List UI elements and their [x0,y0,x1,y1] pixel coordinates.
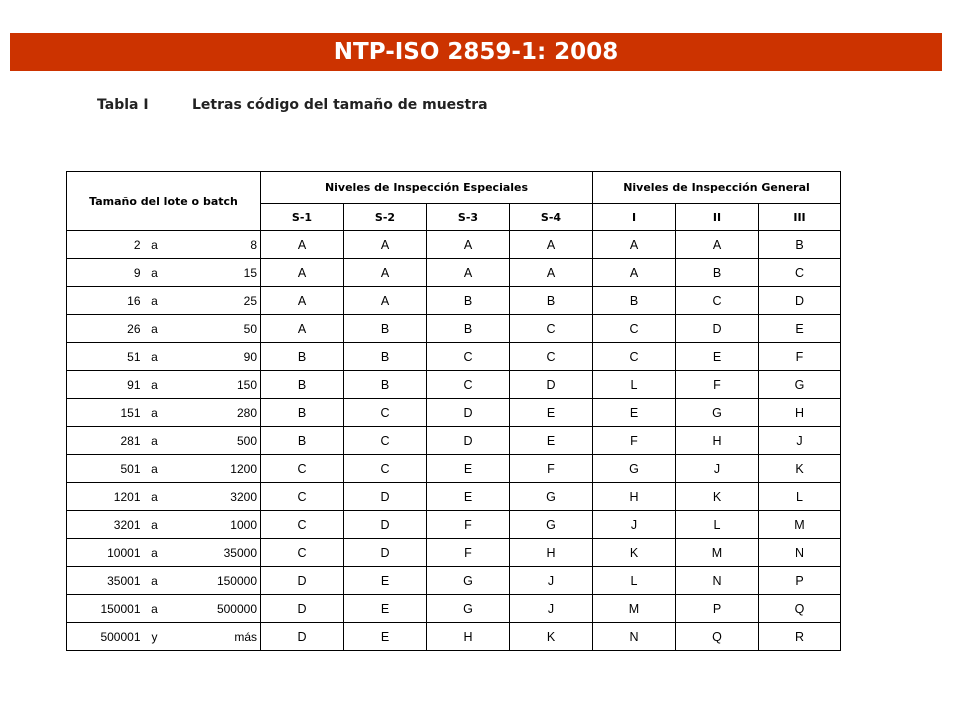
level-header-i: I [593,204,676,231]
lot-to: 1000 [166,511,261,539]
code-letter: M [759,511,841,539]
lot-from: 35001 [67,567,144,595]
table-row [67,455,841,483]
code-letter: A [510,231,593,259]
lot-to: 25 [166,287,261,315]
table-row [67,399,841,427]
lot-to: 35000 [166,539,261,567]
code-letter: C [344,399,427,427]
code-letter: Q [676,623,759,651]
code-letter: C [261,455,344,483]
code-letter: E [344,567,427,595]
lot-separator: a [144,567,166,595]
code-letter: C [759,259,841,287]
code-letter: N [593,623,676,651]
code-letter: D [261,567,344,595]
lot-to: 280 [166,399,261,427]
lot-separator: a [144,483,166,511]
code-letter: J [510,595,593,623]
lot-to: 500 [166,427,261,455]
table-body [67,231,841,651]
code-letter: D [261,595,344,623]
code-letter: B [261,343,344,371]
level-header-s-3: S-3 [427,204,510,231]
lot-separator: a [144,343,166,371]
lot-to: 8 [166,231,261,259]
code-letter: F [427,511,510,539]
code-letter: K [593,539,676,567]
code-letter: D [344,511,427,539]
code-letter: C [344,455,427,483]
code-letter: E [510,399,593,427]
code-letter: L [593,567,676,595]
code-letter: F [759,343,841,371]
code-letter: A [344,259,427,287]
lot-from: 2 [67,231,144,259]
lot-from: 51 [67,343,144,371]
table-row [67,427,841,455]
code-letter: J [593,511,676,539]
code-letter: E [593,399,676,427]
table-row [67,483,841,511]
special-levels-header: Niveles de Inspección Especiales [261,172,593,204]
lot-size-header: Tamaño del lote o batch [67,172,261,231]
code-letter: B [759,231,841,259]
lot-separator: a [144,231,166,259]
code-letter: J [510,567,593,595]
code-letter: C [510,343,593,371]
code-letter: D [759,287,841,315]
lot-from: 91 [67,371,144,399]
code-letter: E [344,623,427,651]
table-row [67,595,841,623]
code-letter: A [427,231,510,259]
code-letter: F [676,371,759,399]
lot-from: 26 [67,315,144,343]
code-letter: J [676,455,759,483]
code-letter: C [261,539,344,567]
table-row [67,231,841,259]
code-letter: E [510,427,593,455]
code-letter: A [344,231,427,259]
code-letter: H [593,483,676,511]
code-letter: Q [759,595,841,623]
code-letter: A [261,231,344,259]
table-row [67,287,841,315]
lot-separator: a [144,259,166,287]
code-letter: C [676,287,759,315]
code-letter: E [427,455,510,483]
lot-to: 1200 [166,455,261,483]
table-row [67,567,841,595]
code-letter: N [676,567,759,595]
code-letter: K [759,455,841,483]
page-title: NTP-ISO 2859-1: 2008 [10,33,942,71]
lot-separator: a [144,399,166,427]
code-letter: A [261,259,344,287]
lot-from: 16 [67,287,144,315]
lot-separator: a [144,371,166,399]
code-letter: H [427,623,510,651]
code-letter: G [510,511,593,539]
code-letter: P [759,567,841,595]
level-header-iii: III [759,204,841,231]
code-letter: C [510,315,593,343]
lot-to: 50 [166,315,261,343]
code-letter: D [261,623,344,651]
lot-separator: a [144,539,166,567]
table-row [67,511,841,539]
lot-to: 150 [166,371,261,399]
code-letter: D [344,483,427,511]
lot-from: 151 [67,399,144,427]
code-letter: B [676,259,759,287]
lot-to: 500000 [166,595,261,623]
code-letter: M [593,595,676,623]
code-letter: A [593,231,676,259]
table-row [67,343,841,371]
code-letter: B [593,287,676,315]
code-letter: G [676,399,759,427]
code-letter: A [676,231,759,259]
code-letter: C [593,343,676,371]
general-levels-header: Niveles de Inspección General [593,172,841,204]
code-letter: A [261,287,344,315]
lot-separator: a [144,455,166,483]
code-letter: B [344,343,427,371]
code-letter: K [676,483,759,511]
level-header-s-2: S-2 [344,204,427,231]
code-letter: H [676,427,759,455]
code-letter: A [261,315,344,343]
lot-to: 90 [166,343,261,371]
code-letter: B [427,315,510,343]
lot-from: 3201 [67,511,144,539]
lot-from: 9 [67,259,144,287]
lot-separator: a [144,595,166,623]
code-letter: H [510,539,593,567]
code-letter: C [427,343,510,371]
code-letter: C [344,427,427,455]
lot-from: 500001 [67,623,144,651]
code-letter: L [676,511,759,539]
code-letter: G [427,595,510,623]
code-letter: B [344,315,427,343]
code-letter: H [759,399,841,427]
code-letter: B [261,371,344,399]
table-row [67,539,841,567]
table-label: Tabla I [97,97,149,113]
lot-to: más [166,623,261,651]
code-letter: F [593,427,676,455]
code-letter: A [593,259,676,287]
level-header-s-4: S-4 [510,204,593,231]
code-letter: E [344,595,427,623]
code-letter: D [427,399,510,427]
lot-from: 10001 [67,539,144,567]
lot-separator: a [144,287,166,315]
code-letter: B [261,427,344,455]
code-letter: A [510,259,593,287]
level-header-s-1: S-1 [261,204,344,231]
code-letter: F [510,455,593,483]
code-letter: E [676,343,759,371]
code-letter: J [759,427,841,455]
code-letter: C [261,511,344,539]
code-letter: N [759,539,841,567]
code-letter: B [510,287,593,315]
sample-size-code-table [66,171,841,651]
lot-to: 15 [166,259,261,287]
lot-from: 1201 [67,483,144,511]
code-letter: C [427,371,510,399]
code-letter: A [427,259,510,287]
code-letter: C [261,483,344,511]
code-letter: D [676,315,759,343]
lot-separator: a [144,315,166,343]
lot-from: 281 [67,427,144,455]
level-header-ii: II [676,204,759,231]
code-letter: F [427,539,510,567]
code-letter: G [427,567,510,595]
code-letter: G [759,371,841,399]
code-letter: L [759,483,841,511]
code-letter: A [344,287,427,315]
code-letter: D [427,427,510,455]
code-letter: L [593,371,676,399]
code-letter: G [593,455,676,483]
code-letter: C [593,315,676,343]
code-letter: D [344,539,427,567]
lot-separator: a [144,427,166,455]
table-caption: Letras código del tamaño de muestra [192,97,488,113]
lot-to: 3200 [166,483,261,511]
code-letter: E [427,483,510,511]
table-row [67,623,841,651]
code-letter: B [344,371,427,399]
code-letter: D [510,371,593,399]
table-row [67,371,841,399]
code-letter: M [676,539,759,567]
code-letter: G [510,483,593,511]
code-letter: B [427,287,510,315]
table-row [67,315,841,343]
code-letter: E [759,315,841,343]
code-letter: P [676,595,759,623]
lot-separator: a [144,511,166,539]
lot-from: 150001 [67,595,144,623]
lot-separator: y [144,623,166,651]
code-letter: K [510,623,593,651]
code-letter: B [261,399,344,427]
lot-from: 501 [67,455,144,483]
table-row [67,259,841,287]
code-letter: R [759,623,841,651]
lot-to: 150000 [166,567,261,595]
